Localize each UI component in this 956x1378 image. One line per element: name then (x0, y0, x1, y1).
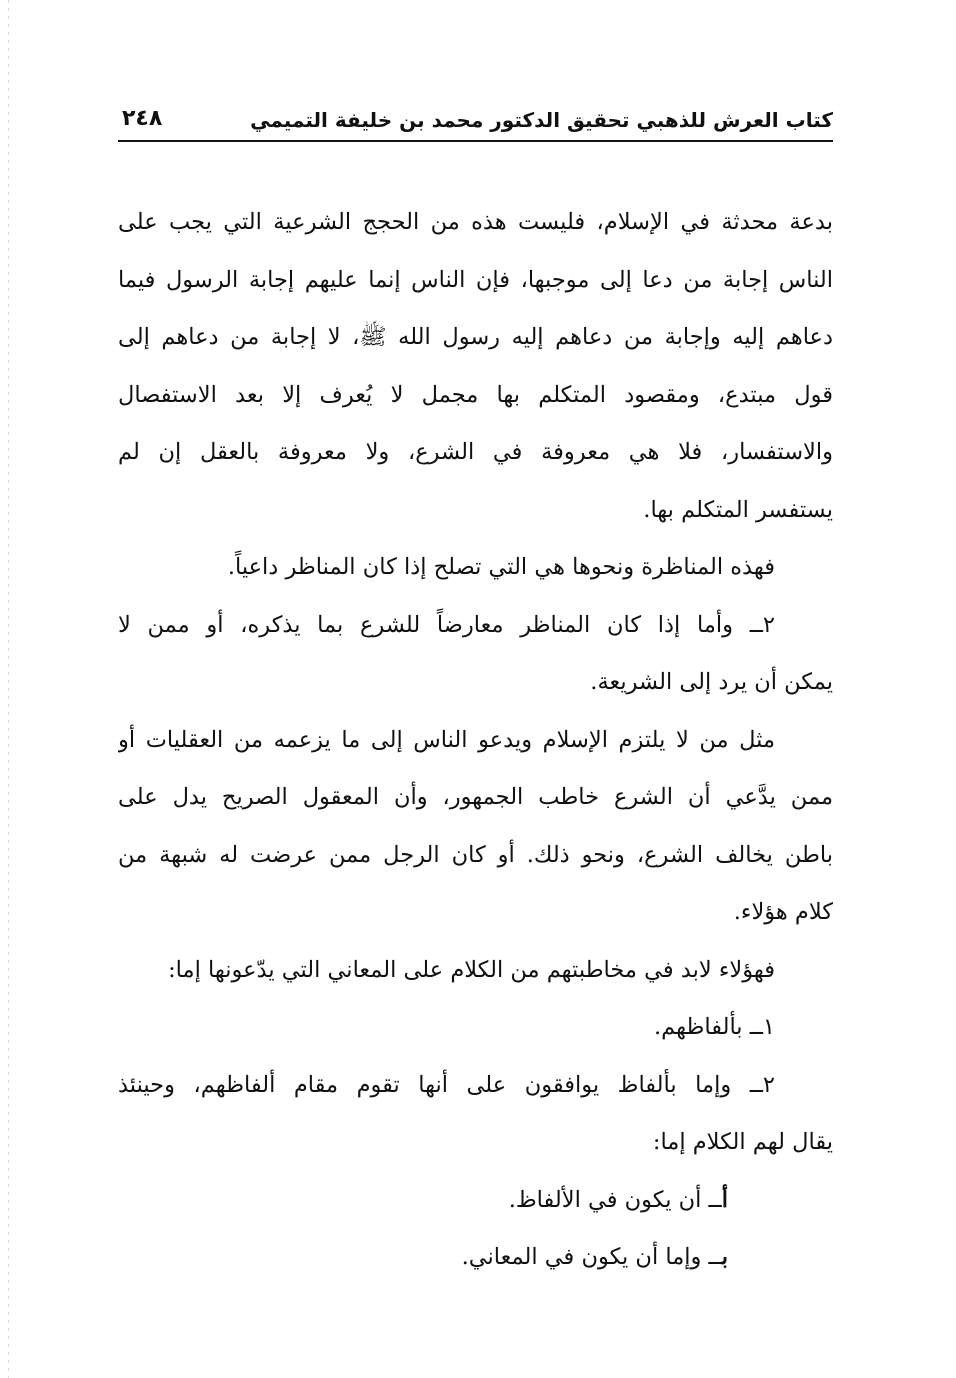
text-line: والاستفسار، فلا هي معروفة في الشرع، ولا معروفة بالعقل إن لم (118, 439, 833, 465)
text-line: يقال لهم الكلام إما: (652, 1129, 833, 1155)
paragraph-first-line: فهذه المناظرة ونحوها هي التي تصلح إذا كان المناظر داعياً. (227, 554, 775, 580)
list-item-b (118, 1229, 833, 1287)
page-number: ٢٤٨ (122, 106, 163, 131)
numbered-point: ٢ــ وإما بألفاظ يوافقون على أنها تقوم مقام ألفاظهم، وحينئذ (118, 1071, 775, 1098)
page-header (118, 100, 833, 142)
text-line: قول مبتدع، ومقصود المتكلم بها مجمل لا يُعرف إلا بعد الاستفصال (118, 381, 833, 408)
numbered-point: ١ــ بألفاظهم. (653, 1014, 775, 1040)
list-letter: أ (721, 1186, 728, 1213)
text-line: بدعة محدثة في الإسلام، فليست هذه من الحجج الشرعية التي يجب على (118, 209, 833, 235)
text-line: يمكن أن يرد إلى الشريعة. (590, 669, 833, 695)
margin-rule (8, 0, 9, 1378)
text-line: يستفسر المتكلم بها. (643, 496, 833, 523)
running-title: كتاب العرش للذهبي تحقيق الدكتور محمد بن خليفة التميمي (250, 108, 833, 132)
list-item-a (118, 1172, 833, 1230)
text-line: دعاهم إليه وإجابة من دعاهم إليه رسول الله ﷺ، لا إجابة من دعاهم إلى (118, 324, 833, 350)
text-line: كلام هؤلاء. (733, 899, 833, 925)
list-item-text: ــ وإما أن يكون في المعاني. (461, 1244, 722, 1270)
text-line: باطن يخالف الشرع، ونحو ذلك. أو كان الرجل ممن عرضت له شبهة من (118, 841, 833, 868)
numbered-point: ٢ــ وأما إذا كان المناظر معارضاً للشرع بما يذكره، أو ممن لا (118, 611, 775, 638)
document-page (118, 100, 833, 1280)
text-line: ممن يدَّعي أن الشرع خاطب الجمهور، وأن المعقول الصريح يدل على (118, 784, 833, 810)
body-text (118, 194, 833, 1287)
list-item-text: ــ أن يكون في الألفاظ. (508, 1186, 722, 1213)
paragraph-first-line: مثل من لا يلتزم الإسلام ويدعو الناس إلى ما يزعمه من العقليات أو (118, 726, 775, 753)
text-line: الناس إجابة من دعا إلى موجبها، فإن الناس إنما عليهم إجابة الرسول فيما (118, 266, 833, 293)
paragraph-first-line: فهؤلاء لابد في مخاطبتهم من الكلام على المعاني التي يدّعونها إما: (168, 956, 775, 983)
list-letter: ب (721, 1244, 728, 1270)
